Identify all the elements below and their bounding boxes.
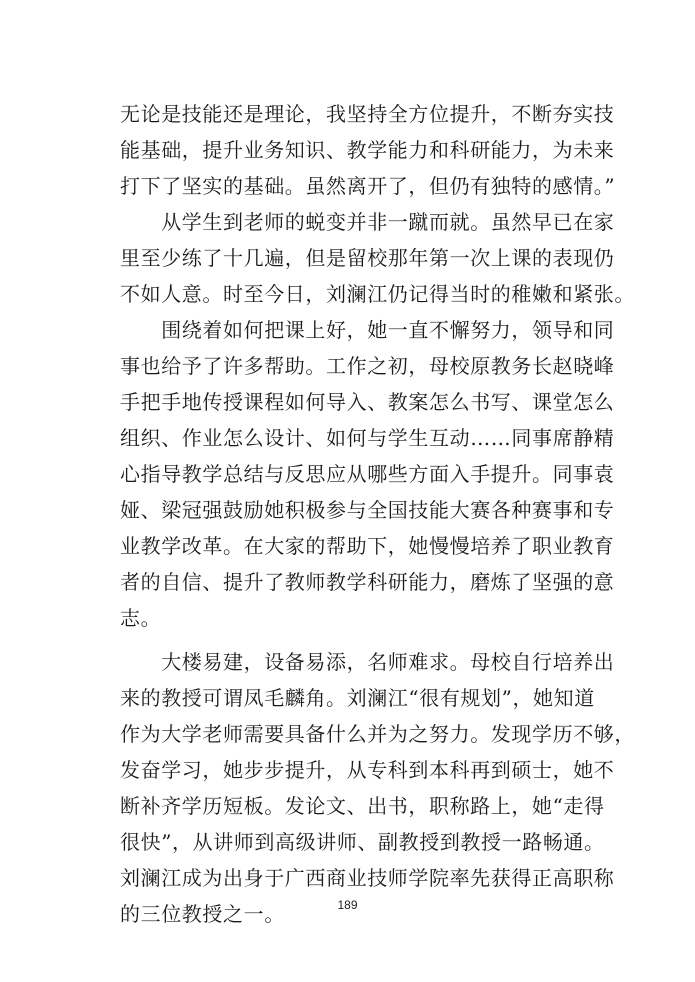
text-line: 围绕着如何把课上好，她一直不懈努力，领导和同 (120, 318, 615, 342)
text-line: 大楼易建，设备易添，名师难求。母校自行培养出 (120, 650, 615, 674)
text-line: 能基础，提升业务知识、教学能力和科研能力，为未来 (120, 138, 615, 162)
text-line: 无论是技能还是理论，我坚持全方位提升，不断夯实技 (120, 102, 615, 126)
text-line: 不如人意。时至今日，刘澜江仍记得当时的稚嫩和紧张。 (120, 282, 635, 306)
text-line: 作为大学老师需要具备什么并为之努力。发现学历不够， (120, 722, 635, 746)
page-number: 189 (337, 898, 358, 912)
text-line: 手把手地传授课程如何导入、教案怎么书写、课堂怎么 (120, 390, 615, 414)
body-text (120, 96, 635, 932)
paragraph-spacer (120, 636, 584, 644)
paragraph-3 (120, 312, 615, 636)
paragraph-1 (120, 96, 616, 204)
text-line: 打下了坚实的基础。虽然离开了，但仍有独特的感情。” (120, 174, 616, 198)
text-line: 业教学改革。在大家的帮助下，她慢慢培养了职业教育 (120, 534, 615, 558)
text-line: 刘澜江成为出身于广西商业技师学院率先获得正高职称 (120, 866, 615, 890)
text-line: 很快”，从讲师到高级讲师、副教授到教授一路畅通。 (120, 830, 605, 854)
text-line: 断补齐学历短板。发论文、出书，职称路上，她“走得 (120, 794, 605, 818)
text-line: 的三位教授之一。 (120, 902, 285, 926)
text-line: 发奋学习，她步步提升，从专科到本科再到硕士，她不 (120, 758, 615, 782)
text-line: 从学生到老师的蜕变并非一蹴而就。虽然早已在家 (120, 210, 615, 234)
text-line: 来的教授可谓凤毛麟角。刘澜江“很有规划”，她知道 (120, 686, 595, 710)
paragraph-2 (120, 204, 635, 312)
paragraph-4 (120, 644, 635, 932)
text-line: 里至少练了十几遍，但是留校那年第一次上课的表现仍 (120, 246, 615, 270)
text-line: 事也给予了许多帮助。工作之初，母校原教务长赵晓峰 (120, 354, 615, 378)
text-line: 者的自信、提升了教师教学科研能力，磨炼了坚强的意 (120, 570, 615, 594)
text-line: 心指导教学总结与反思应从哪些方面入手提升。同事袁 (120, 462, 615, 486)
text-line: 组织、作业怎么设计、如何与学生互动……同事席静精 (120, 426, 615, 450)
text-line: 娅、梁冠强鼓励她积极参与全国技能大赛各种赛事和专 (120, 498, 615, 522)
text-line: 志。 (120, 606, 162, 630)
